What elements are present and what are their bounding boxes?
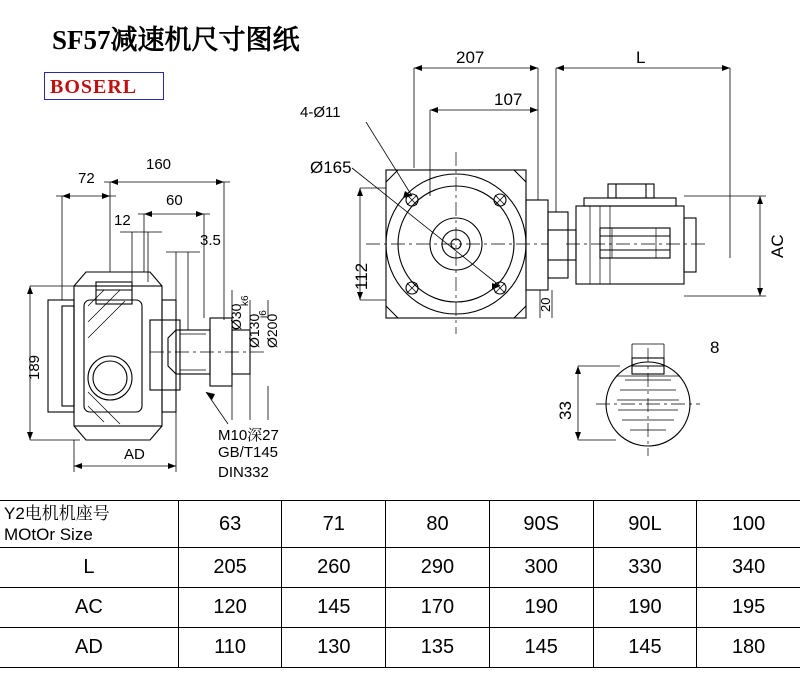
note-standard-din: DIN332: [218, 464, 269, 481]
dim-ac: AC: [768, 234, 787, 258]
dim-3-5: 3.5: [200, 232, 221, 249]
dim-shaft-d130: Ø130: [246, 313, 262, 348]
row-header-motor-size: [0, 501, 178, 548]
cell-size-90l: 90L: [593, 501, 697, 548]
dim-4xo11: 4-Ø11: [300, 104, 341, 121]
cell-L-80: 290: [386, 548, 490, 588]
cell-size-63: 63: [178, 501, 282, 548]
dim-shaft-d200: Ø200: [264, 313, 280, 348]
cell-L-100: 340: [697, 548, 800, 588]
cell-size-80: 80: [386, 501, 490, 548]
dim-107: 107: [494, 90, 523, 109]
spec-table: [0, 500, 800, 668]
cell-AD-100: 180: [697, 628, 800, 668]
cell-L-71: 260: [282, 548, 386, 588]
cell-AC-80: 170: [386, 588, 490, 628]
dim-shaft-d130-tol: j6: [258, 310, 269, 318]
cell-AC-71: 145: [282, 588, 386, 628]
dim-20: 20: [538, 297, 553, 312]
logo-text: BOSERL: [50, 76, 138, 98]
dim-60: 60: [166, 192, 183, 209]
cell-L-90s: 300: [489, 548, 593, 588]
page-title: SF57减速机尺寸图纸: [52, 25, 300, 55]
note-standard-gb: GB/T145: [218, 444, 279, 461]
dim-shaft-d30-tol: k6: [240, 295, 251, 306]
dim-key-33: 33: [556, 401, 575, 420]
cell-L-90l: 330: [593, 548, 697, 588]
dim-o165: Ø165: [310, 158, 352, 177]
row-header-AC: AC: [0, 588, 178, 628]
dim-112: 112: [352, 262, 371, 290]
dim-ad-left: AD: [124, 446, 145, 463]
cell-AD-90s: 145: [489, 628, 593, 668]
table-row: [0, 628, 800, 668]
cell-size-90s: 90S: [489, 501, 593, 548]
cell-AD-71: 130: [282, 628, 386, 668]
dim-key-8: 8: [710, 338, 720, 357]
dim-160: 160: [146, 156, 172, 173]
row-header-AD: AD: [0, 628, 178, 668]
dim-72: 72: [78, 170, 95, 187]
dim-12: 12: [114, 212, 131, 229]
row-header-L: L: [0, 548, 178, 588]
table-row: [0, 588, 800, 628]
cell-AC-90s: 190: [489, 588, 593, 628]
cell-AD-63: 110: [178, 628, 282, 668]
cell-size-100: 100: [697, 501, 800, 548]
cell-AD-90l: 145: [593, 628, 697, 668]
cell-L-63: 205: [178, 548, 282, 588]
dim-L: L: [636, 48, 646, 67]
dim-207: 207: [456, 48, 485, 67]
table-row: [0, 548, 800, 588]
row-header-line1: Y2电机机座号: [4, 504, 110, 523]
cell-AC-100: 195: [697, 588, 800, 628]
cell-AD-80: 135: [386, 628, 490, 668]
table-row: [0, 501, 800, 548]
dim-shaft-d30: Ø30: [228, 303, 244, 330]
dim-189: 189: [26, 354, 43, 380]
cell-AC-90l: 190: [593, 588, 697, 628]
row-header-line2: MOtOr Size: [4, 525, 93, 544]
note-thread-depth: M10深27: [218, 427, 279, 444]
cell-AC-63: 120: [178, 588, 282, 628]
cell-size-71: 71: [282, 501, 386, 548]
